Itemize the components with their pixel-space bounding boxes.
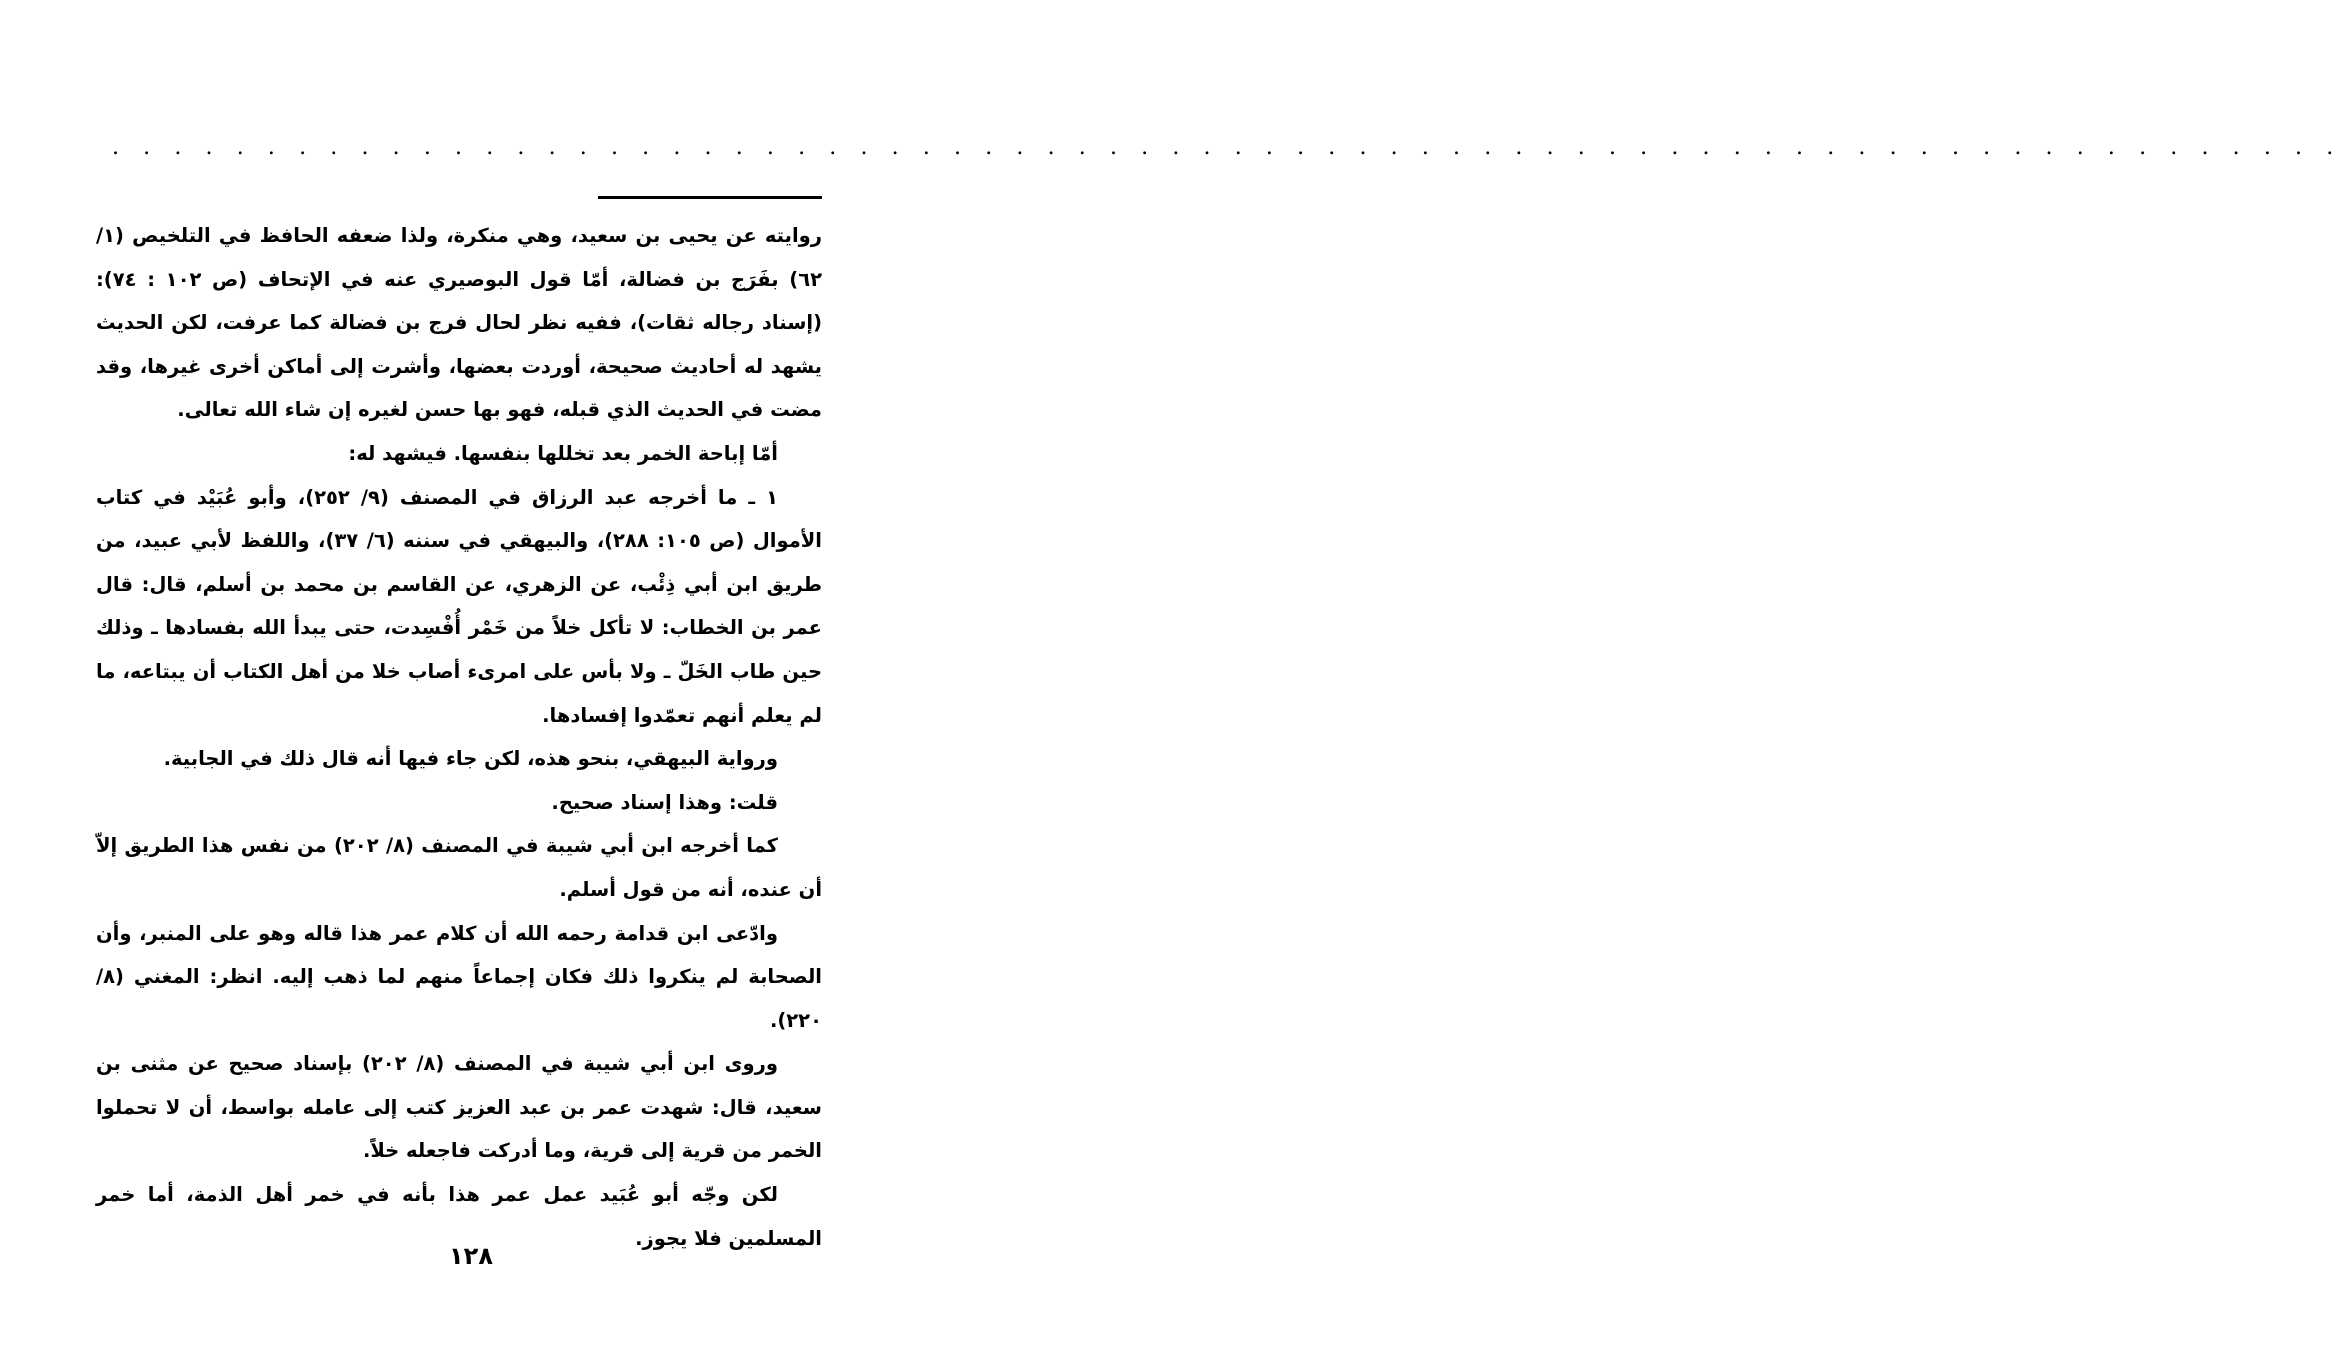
paragraph-authentication: قلت: وهذا إسناد صحيح. — [551, 790, 778, 814]
footnote-divider-line — [598, 196, 822, 199]
paragraph-abu-ubayd: لكن وجّه أبو عُبَيد عمل عمر هذا بأنه في خمر أهل الذمة، أما خمر المسلمين فلا يجوز. — [96, 1183, 822, 1250]
page-body-text — [96, 214, 822, 1260]
paragraph-evidence-1: ١ ـ ما أخرجه عبد الرزاق في المصنف (٩/ ٢٥٢)، وأبو عُبَيْد في كتاب الأموال (ص ١٠٥: ٢٨٨)، والبيهقي في سننه (٦/ ٣٧)، واللفظ لأبي عبيد، من طريق ابن أبي ذِئْب، عن الزهري، عن القاسم بن محمد بن أسلم، قال: قال عمر بن الخطاب: لا تأكل خلاً من خَمْر أُفْسِدت، حتى يبدأ الله بفسادها ـ وذلك حين طاب الخَلّ ـ ولا بأس على امرىء أصاب خلا من أهل الكتاب أن يبتاعه، ما لم يعلم أنهم تعمّدوا إفسادها. — [96, 485, 822, 727]
paragraph-ibn-qudamah: وادّعى ابن قدامة رحمه الله أن كلام عمر هذا قاله وهو على المنبر، وأن الصحابة لم ينكروا ذلك فكان إجماعاً منهم لما ذهب إليه. انظر: المغني (٨/ ٢٢٠). — [96, 921, 822, 1032]
page-number: ١٢٨ — [449, 1242, 493, 1270]
paragraph-intro-evidence: أمّا إباحة الخمر بعد تخللها بنفسها. فيشهد له: — [348, 441, 778, 465]
paragraph-bayhaqi-narration: ورواية البيهقي، بنحو هذه، لكن جاء فيها أنه قال ذلك في الجابية. — [163, 747, 778, 771]
paragraph-ibn-abi-shaybah: كما أخرجه ابن أبي شيبة في المصنف (٨/ ٢٠٢) من نفس هذا الطريق إلاّ أن عنده، أنه من قول أسلم. — [96, 834, 822, 901]
dotted-separator: . . . . . . . . . . . . . . . . . . . . . . . . . . . . . . . . . . . . . . . . . . . . . . . . . . . . . . . . . . . . . . . . . . . . . . . . — [112, 135, 2342, 160]
paragraph-footnote-continuation: روايته عن يحيى بن سعيد، وهي منكرة، ولذا ضعفه الحافظ في التلخيص (١/ ٦٢) بفَرَج بن فضالة، أمّا قول البوصيري عنه في الإتحاف (ص ١٠٢ : ٧٤): (إسناد رجاله ثقات)، ففيه نظر لحال فرج بن فضالة كما عرفت، لكن الحديث يشهد له أحاديث صحيحة، أوردت بعضها، وأشرت إلى أماكن أخرى غيرها، وقد مضت في الحديث الذي قبله، فهو بها حسن لغيره إن شاء الله تعالى. — [96, 224, 822, 422]
paragraph-umar-abdulaziz: وروى ابن أبي شيبة في المصنف (٨/ ٢٠٢) بإسناد صحيح عن مثنى بن سعيد، قال: شهدت عمر بن عبد العزيز كتب إلى عامله بواسط، أن لا تحملوا الخمر من قرية إلى قرية، وما أدركت فاجعله خلاً. — [96, 1052, 822, 1163]
